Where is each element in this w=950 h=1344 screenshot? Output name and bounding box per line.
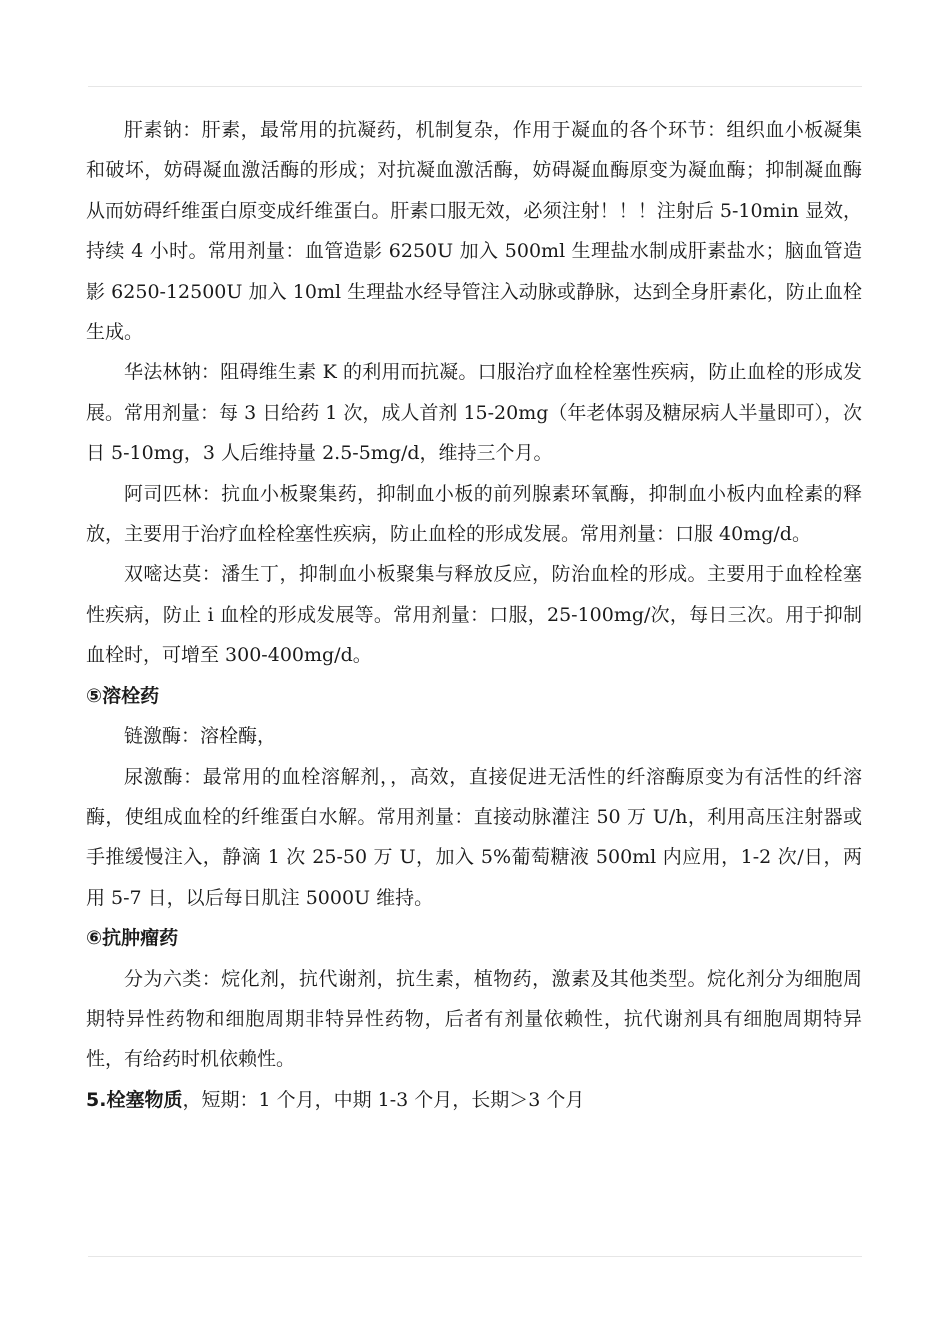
- paragraph-streptokinase: 链激酶：溶栓酶，: [124, 725, 277, 748]
- heading-antitumor: ⑥抗肿瘤药: [86, 927, 179, 950]
- paragraph-dipyridamole: 双嘧达莫：潘生丁，抑制血小板聚集与释放反应，防治血栓的形成。主要用于血栓栓塞性疾病，防止 i 血栓的形成发展等。常用剂量：口服，25-100mg/次，每日三次。用于抑制血栓时，可增至 300-400mg/d。: [86, 563, 862, 667]
- document-body: [86, 110, 862, 1120]
- footer-rule: [88, 1256, 862, 1257]
- heading-thrombolytic: ⑤溶栓药: [86, 684, 160, 707]
- paragraph-heparin: 肝素钠：肝素，最常用的抗凝药，机制复杂，作用于凝血的各个环节：组织血小板凝集和破坏，妨碍凝血激活酶的形成；对抗凝血激活酶，妨碍凝血酶原变为凝血酶；抑制凝血酶从而妨碍纤维蛋白原变成纤维蛋白。肝素口服无效，必须注射！！！注射后 5-10min 显效，持续 4 小时。常用剂量：血管造影 6250U 加入 500ml 生理盐水制成肝素盐水；脑血管造影 6250-12500U 加入 10ml 生理盐水经导管注入动脉或静脉，达到全身肝素化，防止血栓生成。: [86, 119, 862, 344]
- paragraph-warfarin: 华法林钠：阻碍维生素 K 的利用而抗凝。口服治疗血栓栓塞性疾病，防止血栓的形成发展。常用剂量：每 3 日给药 1 次，成人首剂 15-20mg（年老体弱及糖尿病人半量即可），次日 5-10mg，3 人后维持量 2.5-5mg/d，维持三个月。: [86, 361, 862, 465]
- header-rule: [88, 86, 862, 87]
- embolic-label: 5.栓塞物质: [86, 1088, 183, 1111]
- paragraph-urokinase: 尿激酶：最常用的血栓溶解剂，，高效，直接促进无活性的纤溶酶原变为有活性的纤溶酶，使组成血栓的纤维蛋白水解。常用剂量：直接动脉灌注 50 万 U/h，利用高压注射器或手推缓慢注入，静滴 1 次 25-50 万 U，加入 5%葡萄糖液 500ml 内应用，1-2 次/日，两用 5-7 日，以后每日肌注 5000U 维持。: [86, 765, 862, 909]
- embolic-text: ，短期：1 个月，中期 1-3 个月，长期＞3 个月: [182, 1088, 585, 1111]
- paragraph-aspirin: 阿司匹林：抗血小板聚集药，抑制血小板的前列腺素环氧酶，抑制血小板内血栓素的释放，主要用于治疗血栓栓塞性疾病，防止血栓的形成发展。常用剂量：口服 40mg/d。: [86, 482, 862, 546]
- embolic-materials: [86, 1080, 862, 1120]
- paragraph-antitumor: 分为六类：烷化剂，抗代谢剂，抗生素，植物药，激素及其他类型。烷化剂分为细胞周期特异性药物和细胞周期非特异性药物，后者有剂量依赖性，抗代谢剂具有细胞周期特异性，有给药时机依赖性。: [86, 967, 862, 1071]
